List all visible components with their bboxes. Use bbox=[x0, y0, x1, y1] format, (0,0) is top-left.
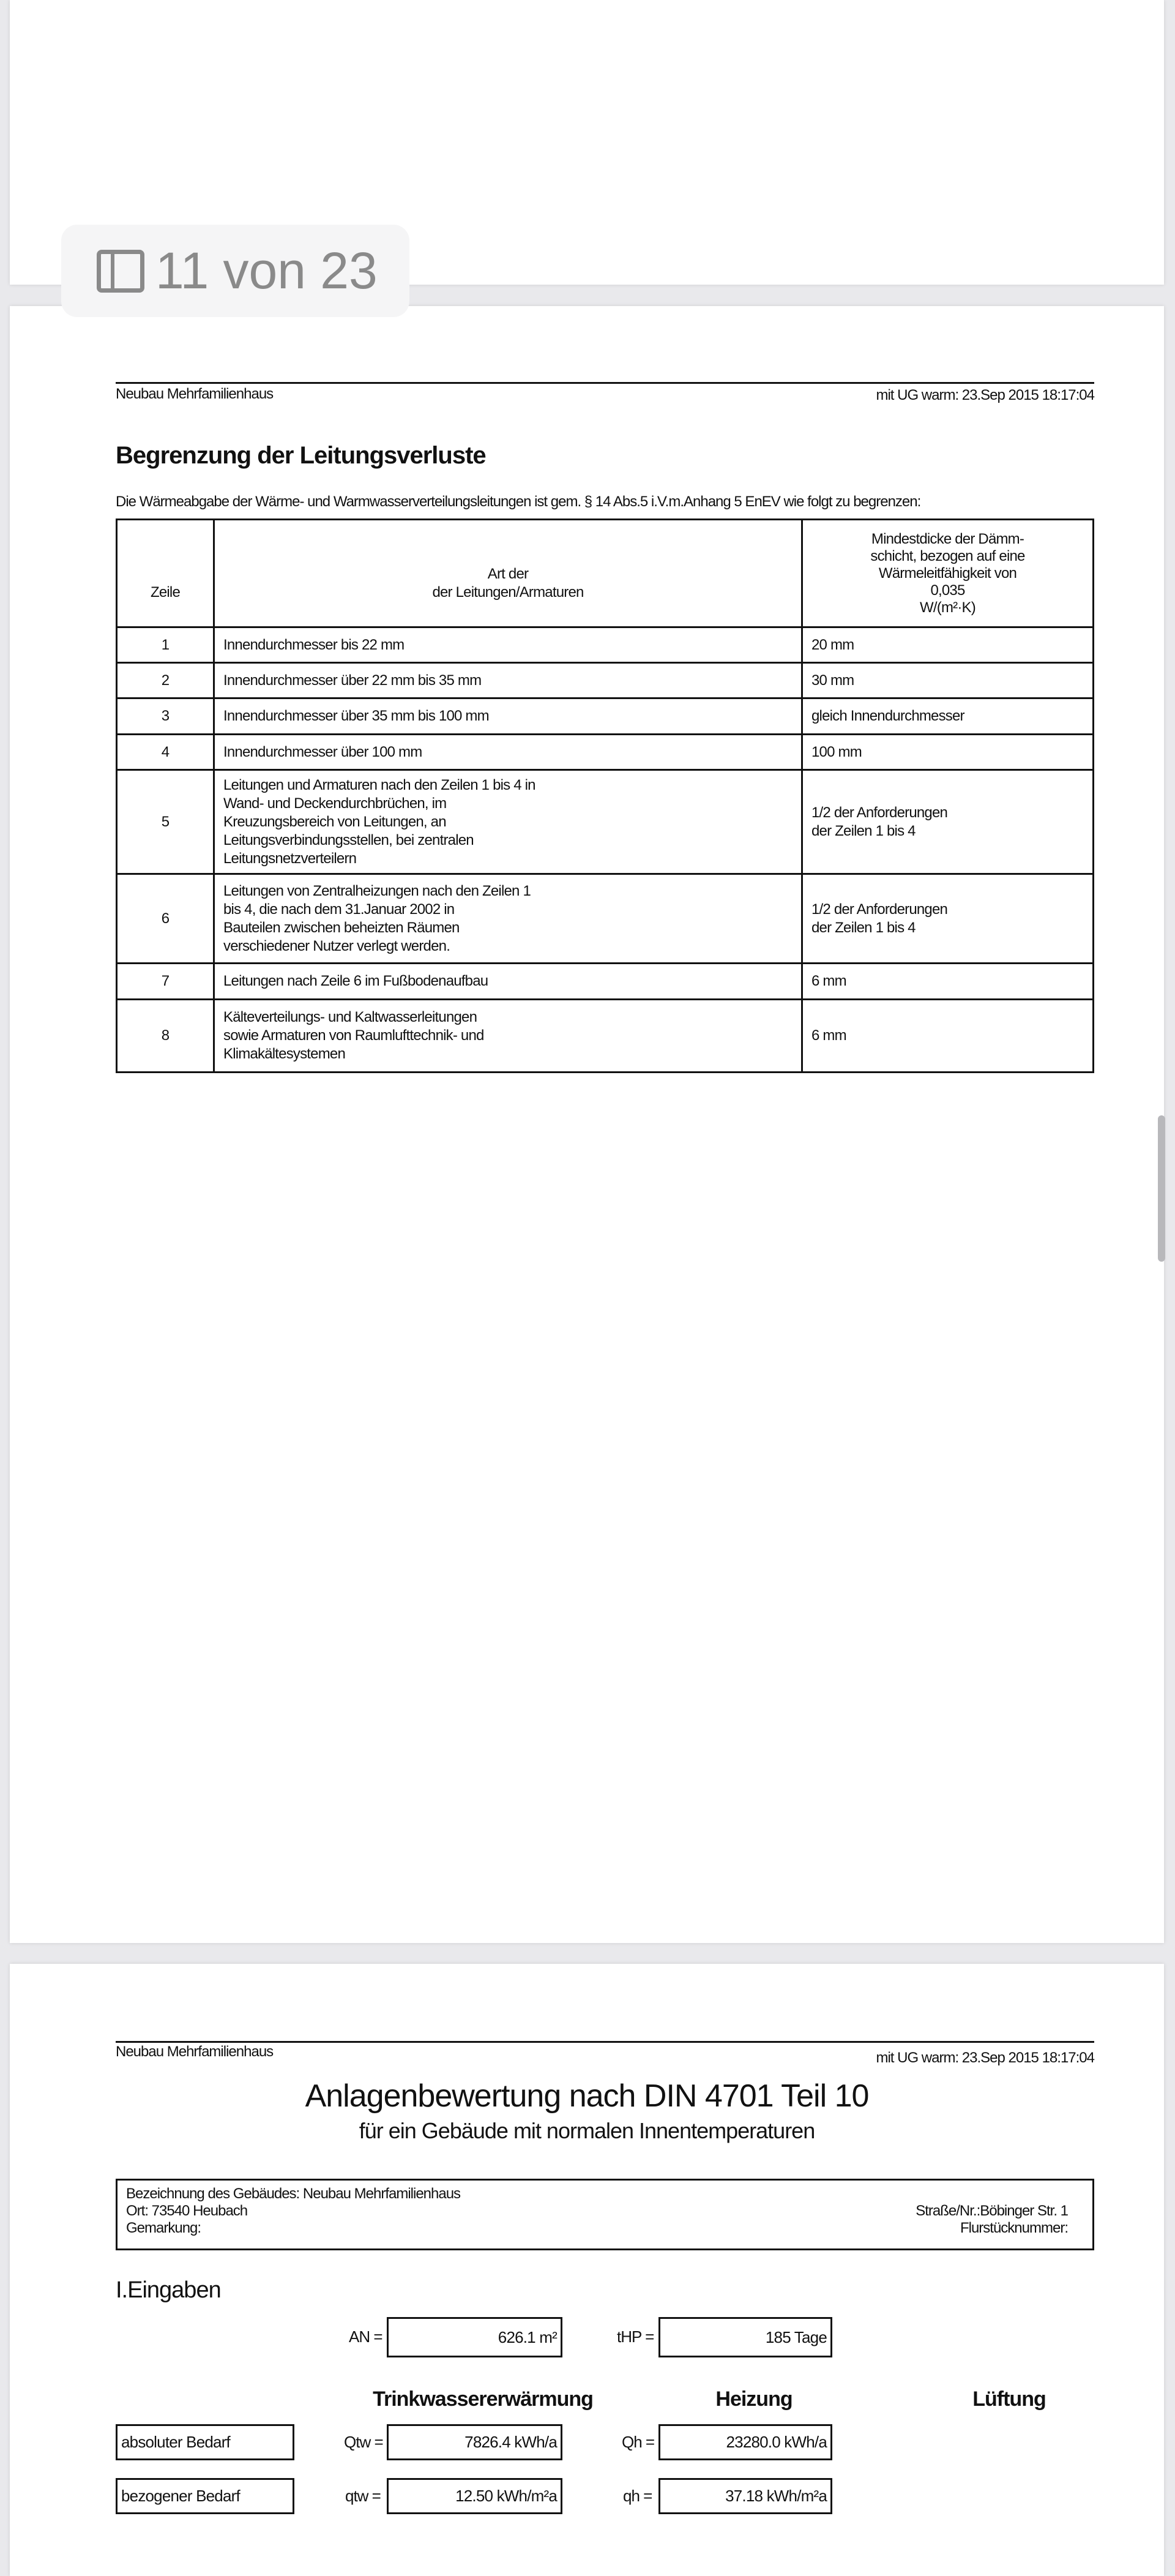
section-title: Begrenzung der Leitungsverluste bbox=[116, 442, 486, 469]
qtw-field: 7826.4 kWh/a bbox=[387, 2424, 562, 2460]
row-number: 5 bbox=[117, 770, 214, 874]
cell-line: Innendurchmesser über 35 mm bis 100 mm bbox=[223, 708, 489, 724]
building-info-box bbox=[116, 2179, 1094, 2250]
table-row bbox=[117, 770, 1094, 874]
row-number: 6 bbox=[117, 874, 214, 964]
page-indicator[interactable]: 11 von 23 bbox=[61, 225, 409, 317]
page-11 bbox=[10, 306, 1164, 1943]
table-row bbox=[117, 627, 1094, 663]
eingaben-title: I.Eingaben bbox=[116, 2277, 221, 2303]
row-dicke bbox=[802, 735, 1094, 770]
cell-line: Innendurchmesser über 100 mm bbox=[223, 743, 422, 760]
header-right: mit UG warm: 23.Sep 2015 18:17:04 bbox=[876, 387, 1094, 403]
table-row bbox=[117, 698, 1094, 735]
row-art bbox=[214, 735, 802, 770]
scrollbar[interactable] bbox=[1158, 1115, 1165, 1262]
cell-line: 6 mm bbox=[811, 1027, 846, 1044]
header-left: Neubau Mehrfamilienhaus bbox=[116, 2043, 274, 2060]
row-art bbox=[214, 770, 802, 874]
cell-line: bis 4, die nach dem 31.Januar 2002 in bbox=[223, 900, 455, 918]
header-left: Neubau Mehrfamilienhaus bbox=[116, 386, 274, 402]
cell-line: Mindestdicke der Dämm- bbox=[871, 530, 1024, 547]
sidebar-icon[interactable] bbox=[97, 250, 144, 293]
row-dicke bbox=[802, 698, 1094, 735]
cell-line: der Zeilen 1 bis 4 bbox=[811, 822, 916, 839]
cell-line: Art der bbox=[487, 566, 529, 582]
table-row bbox=[117, 735, 1094, 770]
row-number: 4 bbox=[117, 735, 214, 770]
cell-line: Leitungsverbindungsstellen, bei zentralen bbox=[223, 831, 474, 848]
building-name: Bezeichnung des Gebäudes: Neubau Mehrfamilienhaus bbox=[126, 2185, 461, 2202]
cell-line: 0,035 bbox=[930, 582, 965, 599]
row-number: 1 bbox=[117, 627, 214, 663]
column-lueftung: Lüftung bbox=[972, 2387, 1046, 2411]
row-art bbox=[214, 874, 802, 964]
cell-line: 1/2 der Anforderungen bbox=[811, 804, 948, 821]
qtw-specific-field: 12.50 kWh/m²a bbox=[387, 2478, 562, 2514]
cell-line: der Leitungen/Armaturen bbox=[432, 584, 584, 601]
cell-line: gleich Innendurchmesser bbox=[811, 708, 964, 724]
table-header-row bbox=[117, 520, 1094, 627]
table-row bbox=[117, 1000, 1094, 1073]
building-parcel: Flurstücknummer: bbox=[960, 2220, 1068, 2236]
table-row bbox=[117, 874, 1094, 964]
cell-line: verschiedener Nutzer verlegt werden. bbox=[223, 937, 450, 954]
table-row bbox=[117, 964, 1094, 1000]
header-dicke bbox=[802, 520, 1094, 627]
header-zeile: Zeile bbox=[117, 520, 214, 627]
main-title: Anlagenbewertung nach DIN 4701 Teil 10 bbox=[305, 2078, 869, 2114]
qh-specific-label: qh = bbox=[623, 2487, 652, 2505]
row-dicke bbox=[802, 1000, 1094, 1073]
qtw-specific-label: qtw = bbox=[345, 2487, 381, 2505]
row-number: 2 bbox=[117, 663, 214, 698]
qtw-label: Qtw = bbox=[344, 2433, 383, 2451]
intro-text: Die Wärmeabgabe der Wärme- und Warmwasserverteilungsleitungen ist gem. § 14 Abs.5 i.V.m.Anhang 5 EnEV wie folgt zu begrenzen: bbox=[116, 493, 921, 510]
thp-label: tHP = bbox=[617, 2327, 654, 2346]
insulation-table bbox=[116, 519, 1094, 1073]
cell-line: Leitungsnetzverteilern bbox=[223, 850, 357, 867]
cell-line: der Zeilen 1 bis 4 bbox=[811, 919, 916, 936]
cell-line: schicht, bezogen auf eine bbox=[870, 547, 1025, 564]
row-art bbox=[214, 698, 802, 735]
cell-line: 20 mm bbox=[811, 636, 854, 653]
row-dicke bbox=[802, 663, 1094, 698]
column-trinkwasser: Trinkwassererwärmung bbox=[373, 2387, 593, 2411]
cell-line: Leitungen und Armaturen nach den Zeilen 1 bis 4 in bbox=[223, 776, 535, 793]
qh-field: 23280.0 kWh/a bbox=[658, 2424, 832, 2460]
building-gemarkung: Gemarkung: bbox=[126, 2220, 201, 2236]
cell-line: 30 mm bbox=[811, 672, 854, 689]
column-heizung: Heizung bbox=[715, 2387, 793, 2411]
row-dicke bbox=[802, 770, 1094, 874]
building-location: Ort: 73540 Heubach bbox=[126, 2203, 248, 2219]
specific-demand-label: bezogener Bedarf bbox=[116, 2478, 294, 2514]
building-street: Straße/Nr.:Böbinger Str. 1 bbox=[916, 2203, 1068, 2219]
row-number: 8 bbox=[117, 1000, 214, 1073]
cell-line: sowie Armaturen von Raumlufttechnik- und bbox=[223, 1027, 484, 1044]
cell-line: Wärmeleitfähigkeit von bbox=[878, 564, 1017, 582]
table-row bbox=[117, 663, 1094, 698]
cell-line: Leitungen nach Zeile 6 im Fußbodenaufbau bbox=[223, 973, 488, 989]
header-right: mit UG warm: 23.Sep 2015 18:17:04 bbox=[876, 2050, 1094, 2066]
row-art bbox=[214, 964, 802, 1000]
cell-line: 6 mm bbox=[811, 973, 846, 989]
qh-label: Qh = bbox=[622, 2433, 655, 2451]
row-dicke bbox=[802, 627, 1094, 663]
cell-line: Innendurchmesser über 22 mm bis 35 mm bbox=[223, 672, 482, 689]
cell-line: Kreuzungsbereich von Leitungen, an bbox=[223, 813, 446, 830]
cell-line: Bauteilen zwischen beheizten Räumen bbox=[223, 919, 460, 936]
subtitle: für ein Gebäude mit normalen Innentemperaturen bbox=[359, 2118, 815, 2143]
row-dicke bbox=[802, 874, 1094, 964]
row-number: 3 bbox=[117, 698, 214, 735]
cell-line: Klimakältesystemen bbox=[223, 1046, 346, 1062]
page-12 bbox=[10, 1964, 1164, 2576]
cell-line: 100 mm bbox=[811, 743, 862, 760]
row-number: 7 bbox=[117, 964, 214, 1000]
cell-line: Leitungen von Zentralheizungen nach den Zeilen 1 bbox=[223, 882, 531, 899]
qh-specific-field: 37.18 kWh/m²a bbox=[658, 2478, 832, 2514]
header-art bbox=[214, 520, 802, 627]
thp-field: 185 Tage bbox=[658, 2317, 832, 2357]
row-art bbox=[214, 1000, 802, 1073]
an-field: 626.1 m² bbox=[387, 2317, 562, 2357]
cell-line: W/(m²·K) bbox=[920, 599, 975, 616]
row-dicke bbox=[802, 964, 1094, 1000]
row-art bbox=[214, 627, 802, 663]
an-label: AN = bbox=[349, 2327, 382, 2346]
cell-line: Wand- und Deckendurchbrüchen, im bbox=[223, 795, 447, 812]
row-art bbox=[214, 663, 802, 698]
cell-line: Kälteverteilungs- und Kaltwasserleitungen bbox=[223, 1009, 477, 1025]
cell-line: 1/2 der Anforderungen bbox=[811, 900, 948, 918]
cell-line: Innendurchmesser bis 22 mm bbox=[223, 636, 405, 653]
absolute-demand-label: absoluter Bedarf bbox=[116, 2424, 294, 2460]
